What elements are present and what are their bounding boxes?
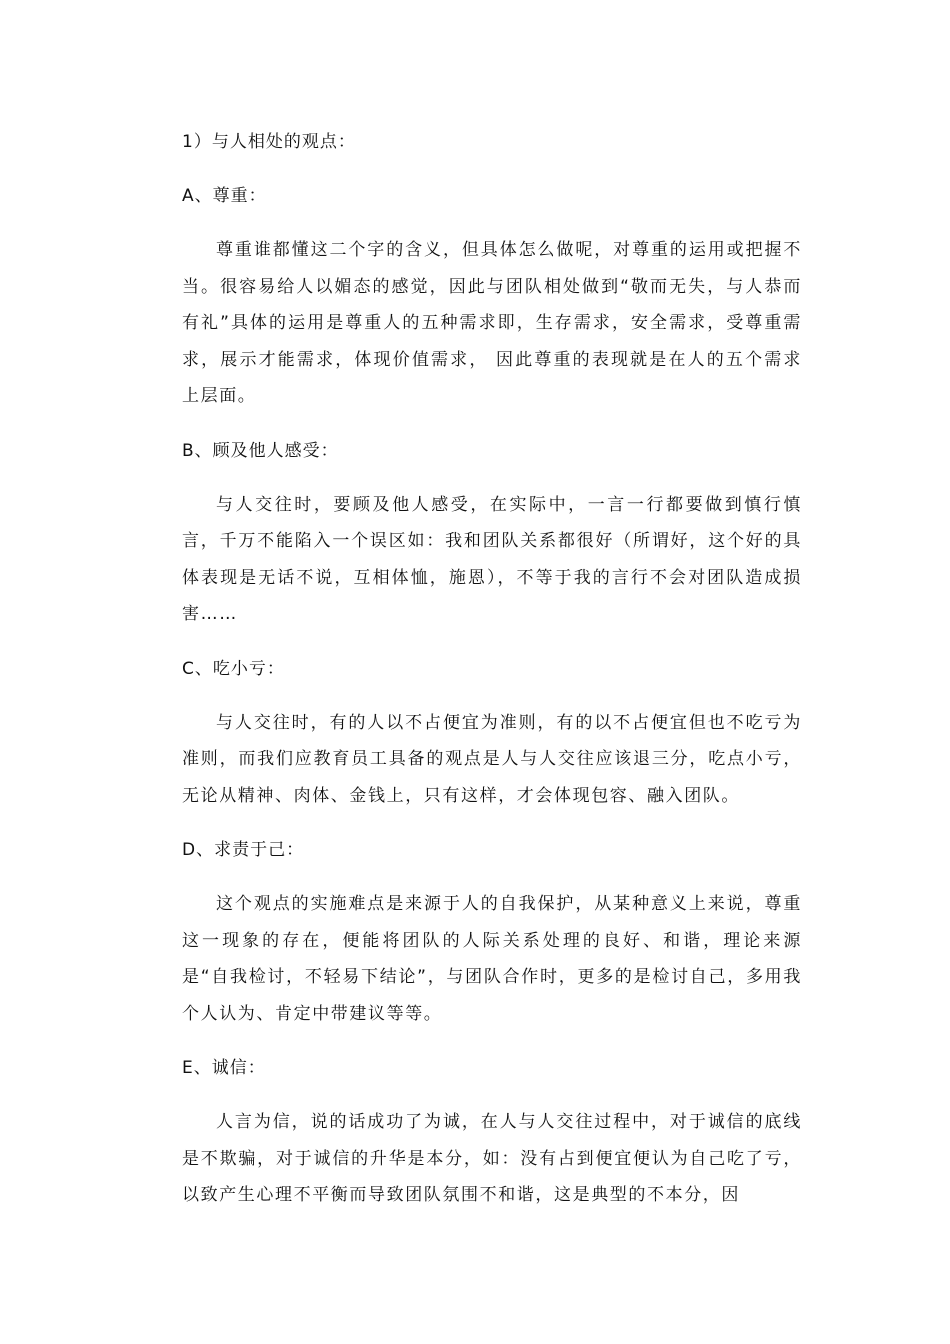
paragraph-self-reflection: 这个观点的实施难点是来源于人的自我保护，从某种意义上来说，尊重这一现象的存在，便能将团队的人际关系处理的良好、和谐，理论来源是“自我检讨，不轻易下结论”，与团队合作时，更多的是检讨自己，多用我个人认为、肯定中带建议等等。	[182, 894, 802, 1024]
heading-consider-others: B、顾及他人感受：	[182, 440, 339, 461]
section-title: 1）与人相处的观点：	[182, 132, 356, 152]
document-content	[182, 124, 802, 1232]
paragraph-small-loss: 与人交往时，有的人以不占便宜为准则，有的以不占便宜但也不吃亏为准则，而我们应教育员工具备的观点是人与人交往应该退三分，吃点小亏，无论从精神、肉体、金钱上，只有这样，才会体现包容、融入团队。	[182, 712, 802, 806]
paragraph-integrity: 人言为信，说的话成功了为诚，在人与人交往过程中，对于诚信的底线是不欺骗，对于诚信的升华是本分，如：没有占到便宜便认为自己吃了亏，以致产生心理不平衡而导致团队氛围不和谐，这是典型的不本分，因	[182, 1112, 802, 1205]
paragraph-respect: 尊重谁都懂这二个字的含义，但具体怎么做呢，对尊重的运用或把握不当。很容易给人以媚态的感觉，因此与团队相处做到“敬而无失，与人恭而有礼”具体的运用是尊重人的五种需求即，生存需求，安全需求，受尊重需求，展示才能需求，体现价值需求， 因此尊重的表现就是在人的五个需求上层面。	[182, 240, 802, 406]
heading-integrity: E、诚信：	[182, 1058, 266, 1078]
heading-small-loss: C、吃小亏：	[182, 658, 285, 679]
heading-self-reflection: D、求责于己：	[182, 840, 305, 860]
heading-respect: A、尊重：	[182, 186, 267, 206]
paragraph-consider-others: 与人交往时，要顾及他人感受，在实际中，一言一行都要做到慎行慎言，千万不能陷入一个误区如：我和团队关系都很好（所谓好，这个好的具体表现是无话不说，互相体恤，施恩），不等于我的言行不会对团队造成损害……	[182, 494, 802, 624]
